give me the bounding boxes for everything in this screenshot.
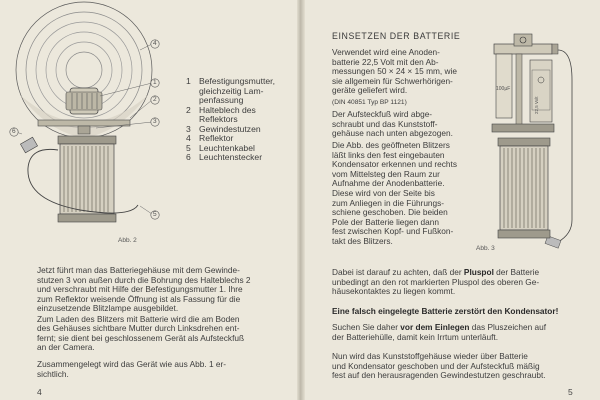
section-heading: EINSETZEN DER BATTERIE — [332, 31, 461, 41]
legend-text: Reflektors — [199, 114, 238, 124]
text-line: Zusammengelegt wird das Gerät wie aus Abb. 1 er- — [37, 359, 227, 369]
text-line: Pole der Batterie liegen dann — [332, 216, 440, 227]
text-run: das Pluszeichen auf — [469, 322, 547, 332]
text-line: und Kondensator geschoben und der Aufsteckfuß mäßig — [332, 360, 540, 371]
legend-text: Reflektor — [199, 133, 234, 143]
text-line: und verschraubt mit Hilfe der Befestigungsmutter 1. Ihre — [37, 284, 243, 295]
capacitor-label: 100µF — [496, 86, 511, 92]
text-line: geräte geliefert wird. — [332, 85, 408, 96]
opened-flash-figure — [476, 20, 586, 260]
text-line: schraubt und das Kunststoff- — [332, 118, 438, 129]
callout-2: 2 — [153, 96, 157, 103]
legend-text: Leuchtenkabel — [199, 142, 255, 153]
text-line: vom Mittelsteg den Raum zur — [332, 168, 440, 179]
text-line: schiene geschoben. Die beiden — [332, 207, 448, 218]
text-line: einzusetzende Blitzlampe ausgebildet. — [37, 303, 179, 314]
legend-text: Befestigungsmutter, — [199, 76, 275, 86]
callout-3: 3 — [153, 118, 157, 125]
page-number-right: 5 — [568, 387, 573, 397]
text-line: Verwendet wird eine Anoden- — [332, 47, 440, 57]
figure-caption-abb3: Abb. 3 — [476, 245, 495, 252]
text-line: Die Abb. des geöffneten Blitzers — [332, 140, 450, 150]
text-line: fest zwischen Kopf- und Fußkon- — [332, 226, 454, 237]
din-reference: (DIN 40851 Typ BP 1121) — [332, 99, 407, 106]
text-line: fernt; sie dient bei geschlossenem Gerät als Aufsteckfuß — [37, 332, 245, 343]
text-line: der Batteriehülle, damit kein Irrtum unterläuft. — [332, 331, 499, 342]
text-line: batterie 22,5 Volt mit den Ab- — [332, 56, 439, 67]
legend-num: 2 — [186, 104, 191, 115]
text-line: Jetzt führt man das Batteriegehäuse mit dem Gewinde- — [37, 265, 240, 275]
battery-label: 22,5 Volt — [534, 96, 539, 114]
text-line: läßt links den fest eingebauten — [332, 149, 445, 160]
legend-text: Gewindestutzen — [199, 123, 261, 134]
page-number-left: 4 — [37, 387, 42, 397]
text-line: Aufnahme der Anodenbatterie. — [332, 178, 445, 189]
einlegen-emphasis: vor dem Einlegen — [400, 322, 470, 332]
warning-text: Eine falsch eingelegte Batterie zerstört den Kondensator! — [332, 306, 559, 316]
text-line: Nun wird das Kunststoffgehäuse wieder über Batterie — [332, 351, 528, 361]
callout-6: 6 — [12, 128, 16, 135]
legend-text: penfassung — [199, 95, 244, 105]
callout-5: 5 — [153, 211, 157, 218]
text-line: Zum Laden des Blitzers mit Batterie wird die am Boden — [37, 313, 240, 324]
text-line: sichtlich. — [37, 368, 69, 379]
text-line: zum Reflektor weisende Öffnung ist als Fassung für die — [37, 293, 241, 304]
figure-caption-abb2: Abb. 2 — [118, 237, 137, 244]
legend-num: 4 — [186, 133, 191, 143]
legend-num: 3 — [186, 123, 191, 134]
callout-4: 4 — [153, 40, 157, 47]
callout-1: 1 — [153, 79, 157, 86]
legend-num: 1 — [186, 76, 191, 86]
flash-reflector-figure — [0, 0, 200, 250]
legend-text: Halteblech des — [199, 104, 256, 115]
legend-num: 5 — [186, 142, 191, 153]
legend-text: Leuchtenstecker — [199, 152, 263, 162]
text-line: Kondensator erkennen und rechts — [332, 159, 458, 170]
text-line: messungen 50 × 24 × 15 mm, wie — [332, 66, 457, 77]
text-line: des Gehäuses sichtbare Mutter durch Linksdrehen ent- — [37, 323, 240, 334]
text-line: stutzen 3 von außen durch die Bohrung des Halteblechs 2 — [37, 274, 251, 285]
text-line: häusekontaktes zu liegen kommt. — [332, 286, 456, 297]
text-line: unbedingt an den rot markierten Pluspol des oberen Ge- — [332, 276, 540, 287]
text-line: gehäuse nach unten abgezogen. — [332, 128, 453, 139]
legend-text: gleichzeitig Lam- — [199, 85, 264, 96]
text-line: an der Camera. — [37, 342, 95, 353]
text-line: sie allgemein für Schwerhörigen- — [332, 75, 453, 86]
text-line: Diese wird von der Seite bis — [332, 188, 435, 198]
text-line: Der Aufsteckfuß wird abge- — [332, 109, 433, 119]
text-run: Suchen Sie daher — [332, 322, 401, 332]
legend-num: 6 — [186, 152, 191, 162]
pluspol-emphasis: Pluspol — [463, 267, 494, 277]
book-gutter — [297, 0, 305, 400]
text-line: zum Anliegen in die Führungs- — [332, 197, 445, 208]
text-line: takt des Blitzers. — [332, 236, 393, 246]
text-run: Dabei ist darauf zu achten, daß der — [332, 267, 464, 277]
text-run: der Batterie — [493, 267, 540, 277]
text-line: fest auf den herausragenden Gewindestutzen geschraubt. — [332, 370, 546, 381]
